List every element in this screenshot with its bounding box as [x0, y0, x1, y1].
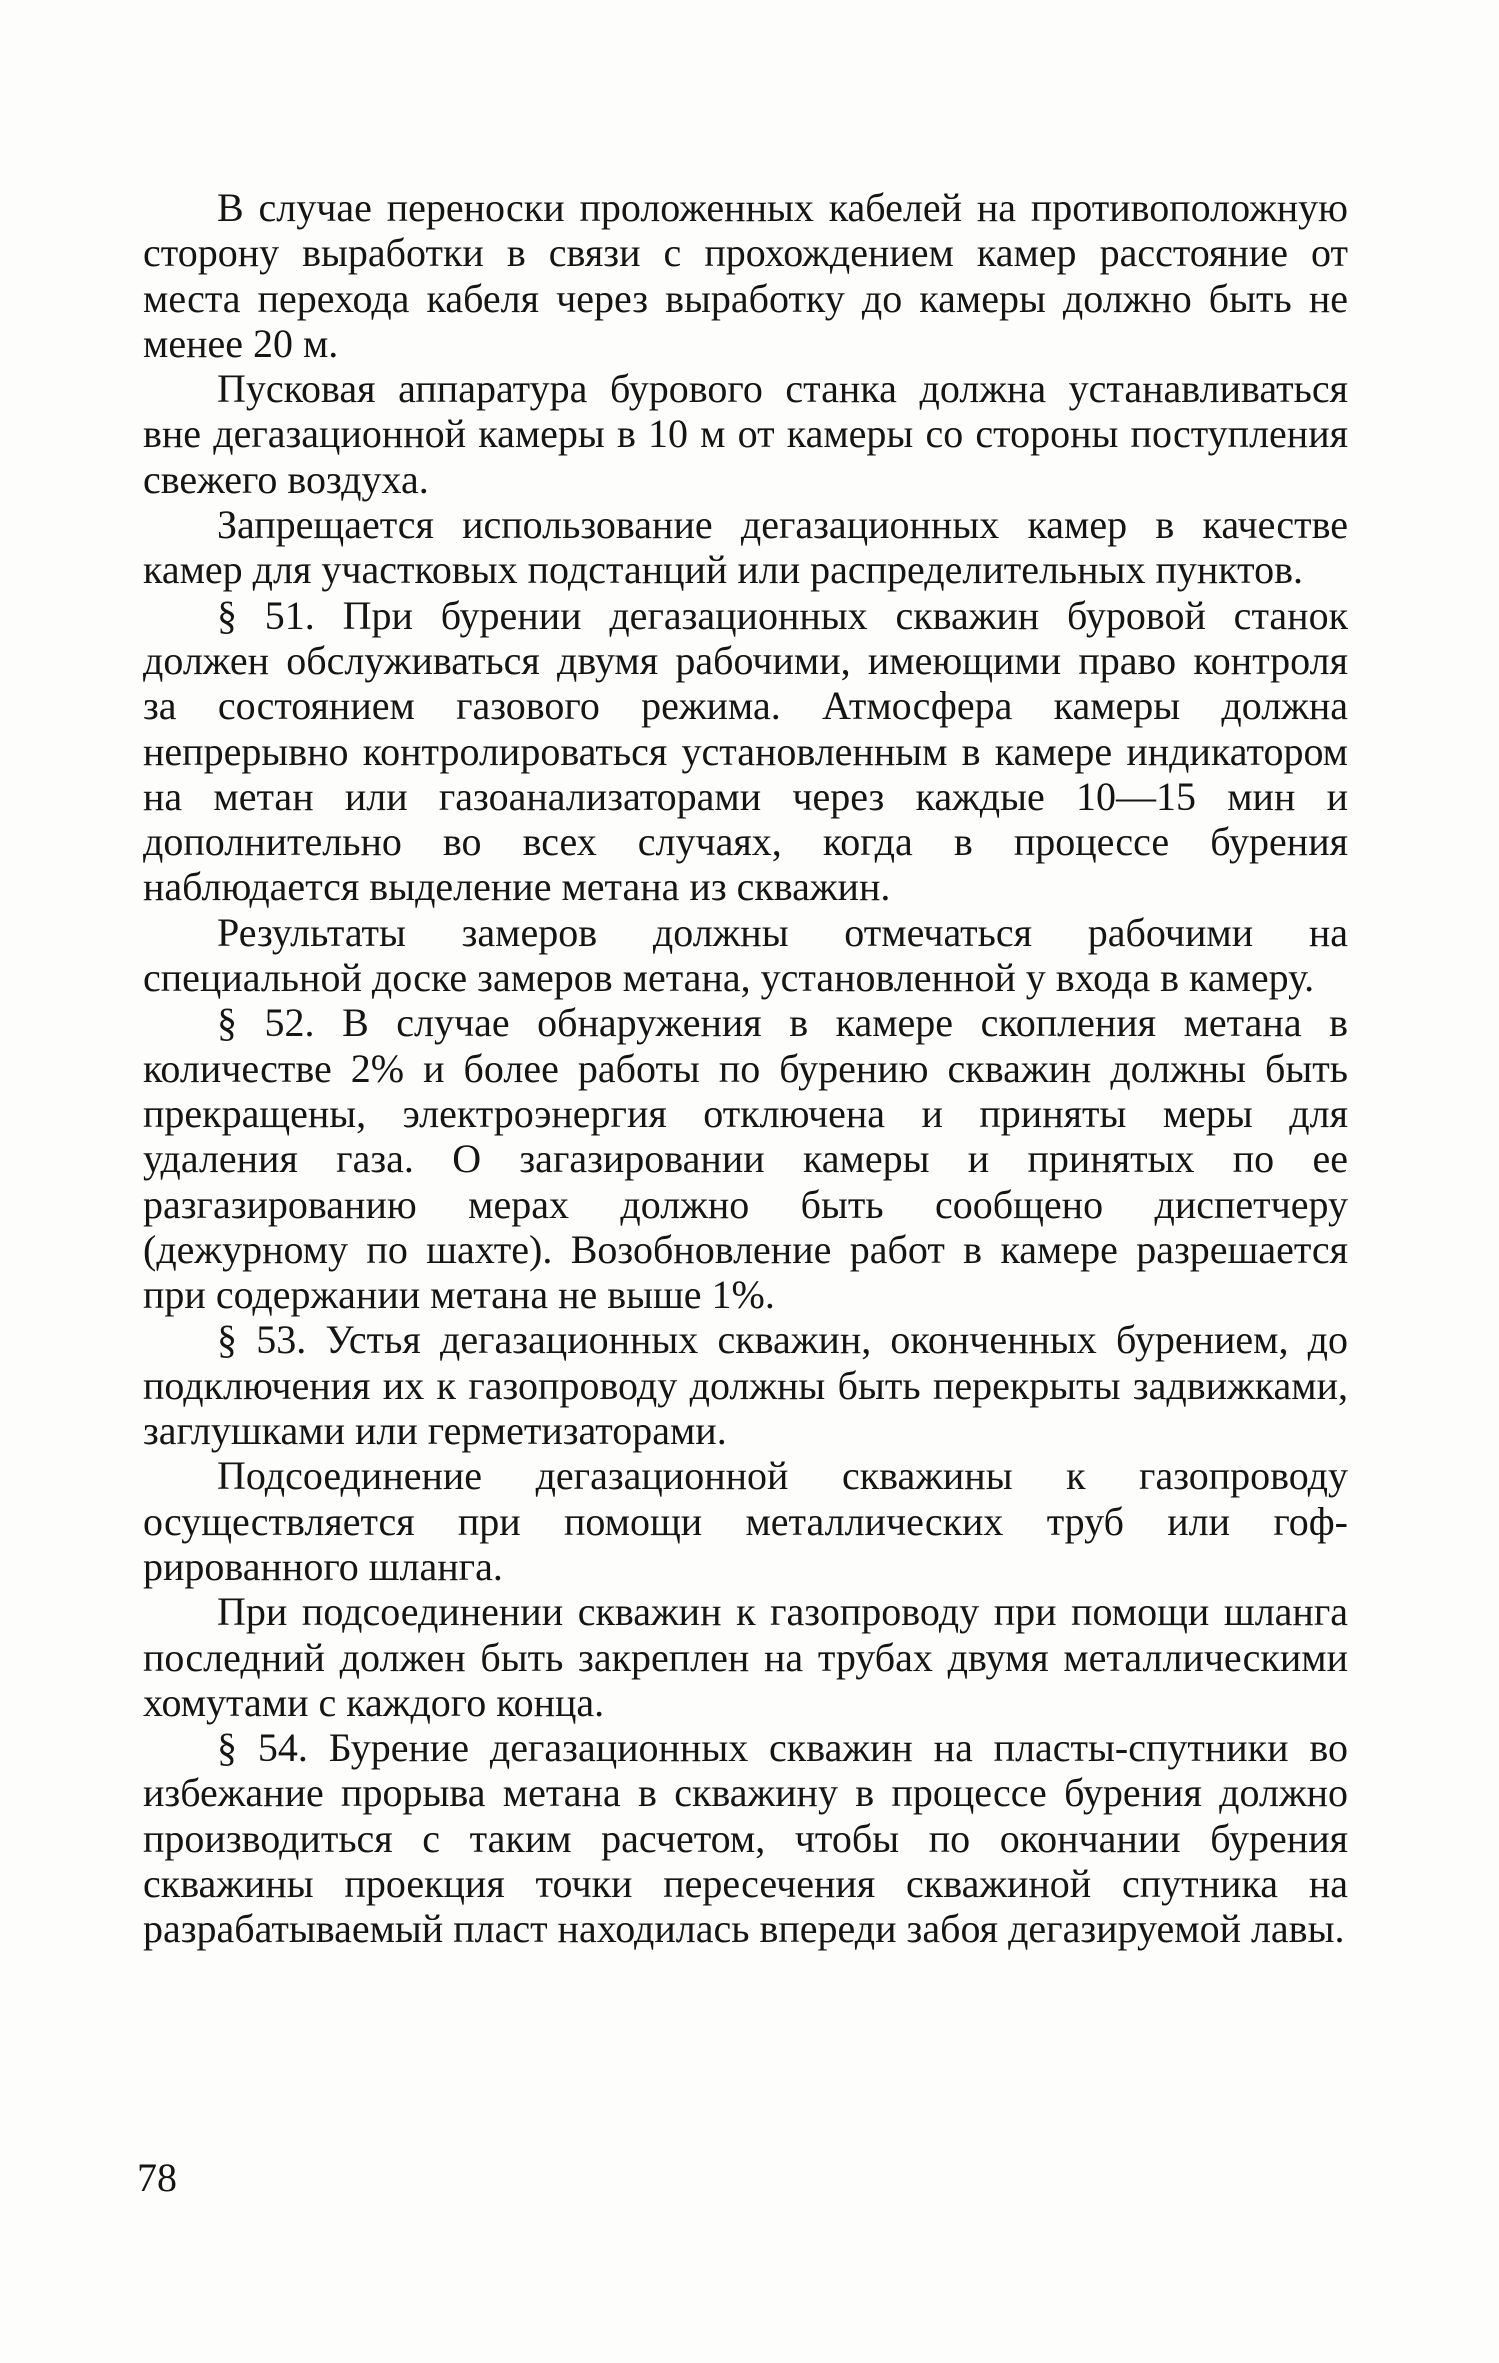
paragraph-section-54: § 54. Бурение дегазационных скважин на пласты-спутники во избежание прорыва метана в скважину в процессе бурения должно производиться с таким расчетом, чтобы по окончании бурения скважины проекция точки пересечения скважиной спутника на разрабатываемый пласт находилась впереди забоя дегазируемой лавы.	[143, 1725, 1348, 1952]
paragraph-section-52: § 52. В случае обнаружения в камере скопления метана в количестве 2% и более работы по бурению скважин должны быть прекращены, электроэнергия отключена и приняты меры для удаления газа. О загазировании камеры и принятых по ее разгазированию мерах должно быть сообщено диспетчеру (дежурному по шахте). Возобновление работ в камере разрешается при содержании метана не выше 1%.	[143, 1000, 1348, 1318]
paragraph-section-53: § 53. Устья дегазационных скважин, оконченных бурением, до подключения их к газопроводу должны быть перекрыты задвижками, заглушками или герметизаторами.	[143, 1317, 1348, 1454]
page-number: 78	[137, 2155, 177, 2200]
paragraph-cable-relocation: В случае переноски проложенных кабелей на противоположную сторону выработки в связи с прохождением камер расстояние от места перехода кабеля через выработку до камеры должно быть не менее 20 м.	[143, 185, 1348, 366]
body-text	[143, 185, 1348, 1952]
paragraph-measurement-results: Результаты замеров должны отмечаться рабочими на специальной доске замеров метана, установленной у входа в камеру.	[143, 909, 1348, 1001]
paragraph-hose-clamping: При подсоединении скважин к газопроводу при помощи шланга последний должен быть закреплен на трубах двумя металлическими хомутами с каждого конца.	[143, 1589, 1348, 1725]
paragraph-drill-starter-equipment: Пусковая аппаратура бурового станка должна устанавливаться вне дегазационной камеры в 10 м от камеры со стороны поступления свежего воздуха.	[143, 366, 1348, 502]
paragraph-chamber-use-prohibition: Запрещается использование дегазационных камер в качестве камер для участковых подстанций или распределительных пунктов.	[143, 502, 1348, 593]
paragraph-section-51: § 51. При бурении дегазационных скважин буровой станок должен обслуживаться двумя рабочими, имеющими право контроля за состоянием газового режима. Атмосфера камеры должна непрерывно контролироваться установленным в камере индикатором на метан или газоанализаторами через каждые 10—15 мин и дополнительно во всех случаях, когда в процессе бурения наблюдается выделение метана из скважин.	[143, 592, 1348, 910]
paragraph-borehole-connection: Подсоединение дегазационной скважины к газопроводу осуществляется при помощи металлических труб или гофрированного шланга.	[143, 1453, 1348, 1589]
